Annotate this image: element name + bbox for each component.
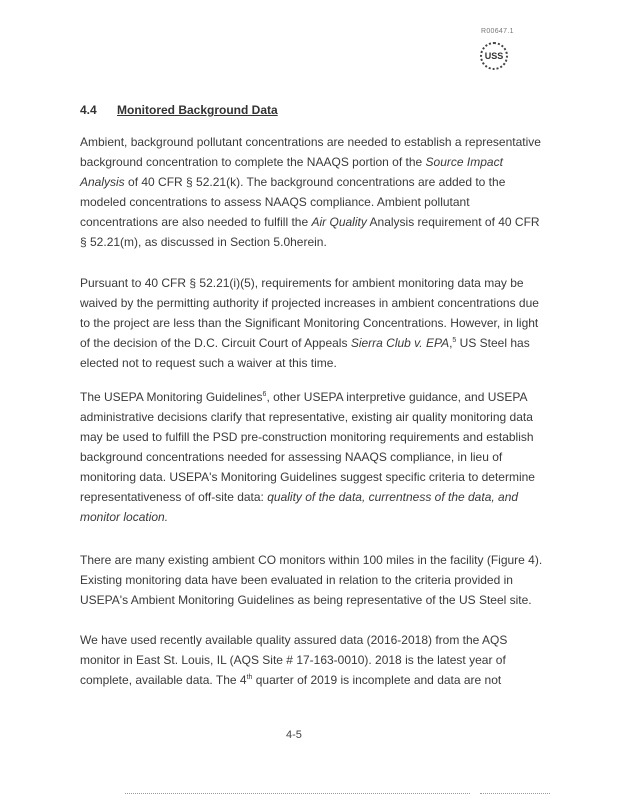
- text-line: [80, 507, 535, 527]
- text-line: [80, 570, 542, 590]
- text-segment: [80, 390, 266, 404]
- text-segment: [252, 673, 501, 687]
- text: background concentrations needed for assessing NAAQS compliance, in lieu of: [80, 450, 503, 464]
- text-segment: [80, 235, 327, 249]
- text-segment: [267, 490, 518, 504]
- text: ,: [449, 336, 453, 350]
- text: USEPA's Ambient Monitoring Guidelines as being representative of the US Steel site.: [80, 593, 532, 607]
- text-segment: [456, 336, 529, 350]
- text-line: [80, 487, 535, 507]
- text: concentrations are also needed to fulfill the: [80, 215, 312, 229]
- text-segment: [80, 155, 426, 169]
- text: complete, available data. The 4: [80, 673, 247, 687]
- text-line: [80, 152, 541, 172]
- text: quality of the data, currentness of the data, and: [267, 490, 519, 504]
- text-line: [80, 353, 539, 373]
- footnote-reference: th: [246, 674, 253, 681]
- text-line: [80, 670, 507, 690]
- text-segment: [80, 593, 532, 607]
- text-line: [80, 293, 539, 313]
- text-line: [80, 192, 541, 212]
- text-segment: [80, 633, 507, 647]
- text-segment: [80, 215, 311, 229]
- text: The USEPA Monitoring Guidelines: [80, 390, 263, 404]
- text: monitor location.: [80, 510, 169, 524]
- text-line: [80, 650, 507, 670]
- text: to the project are less than the Significant Monitoring Concentrations. However, in light: [80, 316, 539, 330]
- text-segment: [367, 215, 540, 229]
- text-segment: [311, 215, 366, 229]
- text-segment: [80, 276, 524, 290]
- text-segment: [80, 135, 541, 149]
- footer-divider: [480, 793, 550, 794]
- paragraph-5: [80, 630, 507, 690]
- paragraph-3: [80, 387, 535, 527]
- text: monitoring data. USEPA's Monitoring Guidelines suggest specific criteria to determine: [80, 470, 535, 484]
- text-segment: [80, 573, 513, 587]
- logo-text: USS: [484, 51, 504, 61]
- text: Ambient, background pollutant concentrations are needed to establish a representative: [80, 135, 541, 149]
- text: quarter of 2019 is incomplete and data are not: [252, 673, 502, 687]
- text: of the decision of the D.C. Circuit Court of Appeals: [80, 336, 351, 350]
- text: Sierra Club v. EPA: [350, 336, 450, 350]
- text-line: [80, 550, 542, 570]
- paragraph-4: [80, 550, 542, 610]
- text-segment: [80, 653, 506, 667]
- text: § 52.21(m), as discussed in Section 5.0herein.: [80, 235, 327, 249]
- paragraph-1: [80, 132, 541, 252]
- text-line: [80, 172, 541, 192]
- text: , other USEPA interpretive guidance, and USEPA: [266, 390, 528, 404]
- footnote-reference: 5: [452, 337, 457, 344]
- text-segment: [80, 175, 125, 189]
- text: US Steel has: [456, 336, 530, 350]
- text-segment: [80, 470, 535, 484]
- text-line: [80, 467, 535, 487]
- text: monitor in East St. Louis, IL (AQS Site # 17-163-0010). 2018 is the latest year of: [80, 653, 506, 667]
- text-line: [80, 630, 507, 650]
- text-segment: [125, 175, 506, 189]
- section-title: Monitored Background Data: [117, 103, 278, 117]
- text-segment: [80, 510, 168, 524]
- page-number: 4-5: [286, 729, 302, 741]
- text-line: [80, 427, 535, 447]
- text-line: [80, 447, 535, 467]
- text: Pursuant to 40 CFR § 52.21(i)(5), requirements for ambient monitoring data may be: [80, 276, 524, 290]
- text-segment: [80, 553, 542, 567]
- text: administrative decisions clarify that representative, existing air quality monitoring data: [80, 410, 533, 424]
- text-segment: [80, 316, 538, 330]
- text-line: [80, 212, 541, 232]
- text-segment: [80, 410, 533, 424]
- text: Source Impact: [425, 155, 503, 169]
- text-line: [80, 273, 539, 293]
- text: modeled concentrations to assess NAAQS compliance. Ambient pollutant: [80, 195, 470, 209]
- text-line: [80, 232, 541, 252]
- text: Analysis requirement of 40 CFR: [366, 215, 540, 229]
- text-line: [80, 132, 541, 152]
- text-line: [80, 333, 539, 353]
- text: Existing monitoring data have been evaluated in relation to the criteria provided in: [80, 573, 513, 587]
- text-segment: [266, 390, 527, 404]
- text-segment: [80, 195, 470, 209]
- uss-logo-icon: [480, 42, 508, 70]
- text-line: [80, 407, 535, 427]
- text-segment: [80, 673, 252, 687]
- footer-divider: [125, 793, 470, 794]
- text: background concentration to complete the NAAQS portion of the: [80, 155, 426, 169]
- section-number: 4.4: [80, 103, 97, 117]
- text: representativeness of off-site data:: [80, 490, 268, 504]
- paragraph-2: [80, 273, 539, 373]
- text-line: [80, 387, 535, 407]
- text: Air Quality: [311, 215, 367, 229]
- text: elected not to request such a waiver at this time.: [80, 356, 337, 370]
- text-segment: [80, 430, 534, 444]
- section-heading: [80, 102, 278, 118]
- text-segment: [80, 490, 267, 504]
- text-segment: [351, 336, 449, 350]
- text-line: [80, 313, 539, 333]
- text-segment: [80, 450, 502, 464]
- text: waived by the permitting authority if projected increases in ambient concentrations due: [80, 296, 539, 310]
- text: There are many existing ambient CO monitors within 100 miles in the facility (Figure 4).: [80, 553, 543, 567]
- text-segment: [80, 356, 337, 370]
- text-segment: [80, 336, 351, 350]
- text-segment: [80, 296, 539, 310]
- text: Analysis: [80, 175, 125, 189]
- text: of 40 CFR § 52.21(k). The background concentrations are added to the: [124, 175, 506, 189]
- text-line: [80, 590, 542, 610]
- document-id: R00647.1: [481, 28, 514, 35]
- footnote-reference: 6: [262, 391, 267, 398]
- text: may be used to fulfill the PSD pre-construction monitoring requirements and establish: [80, 430, 534, 444]
- text-segment: [426, 155, 503, 169]
- text: We have used recently available quality assured data (2016-2018) from the AQS: [80, 633, 508, 647]
